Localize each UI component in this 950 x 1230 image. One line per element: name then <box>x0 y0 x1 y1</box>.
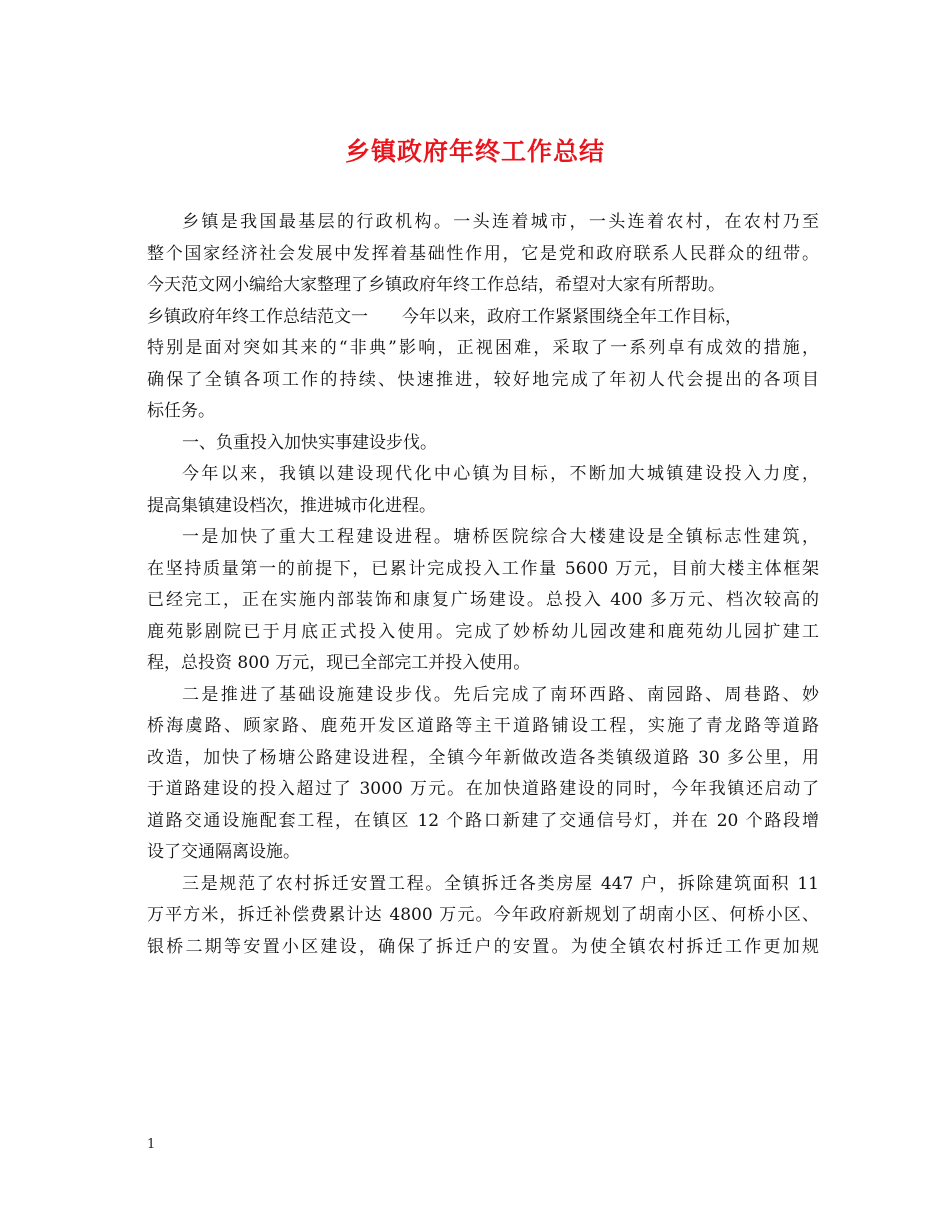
text-line: 桥海虞路、顾家路、鹿苑开发区道路等主干道路铺设工程，实施了青龙路等道路 <box>147 716 819 736</box>
section-heading: 一、负重投入加快实事建设步伐。 <box>182 432 437 453</box>
page-number: 1 <box>147 1137 156 1152</box>
text-line: 三是规范了农村拆迁安置工程。全镇拆迁各类房屋 447 户，拆除建筑面积 11 <box>182 873 819 894</box>
text-line: 提高集镇建设档次，推进城市化进程。 <box>147 495 436 516</box>
text-line: 已经完工，正在实施内部装饰和康复广场建设。总投入 400 多万元、档次较高的 <box>147 590 819 610</box>
text-line: 特别是面对突如其来的“非典”影响，正视困难，采取了一系列卓有成效的措施， <box>147 338 819 358</box>
text-line: 万平方米，拆迁补偿费累计达 4800 万元。今年政府新规划了胡南小区、何桥小区、 <box>147 905 819 925</box>
document-title: 乡镇政府年终工作总结 <box>344 137 605 166</box>
text-line: 在坚持质量第一的前提下，已累计完成投入工作量 5600 万元，目前大楼主体框架 <box>147 558 819 579</box>
document-body <box>147 207 819 963</box>
text-line: 乡镇是我国最基层的行政机构。一头连着城市，一头连着农村，在农村乃至 <box>182 212 819 232</box>
text-line: 程，总投资 800 万元，现已全部完工并投入使用。 <box>147 653 531 673</box>
text-line: 今年以来，我镇以建设现代化中心镇为目标，不断加大城镇建设投入力度， <box>182 464 819 484</box>
text-line: 乡镇政府年终工作总结范文一 今年以来，政府工作紧紧围绕全年工作目标， <box>147 306 742 327</box>
text-line: 今天范文网小编给大家整理了乡镇政府年终工作总结，希望对大家有所帮助。 <box>147 275 725 295</box>
text-line: 鹿苑影剧院已于月底正式投入使用。完成了妙桥幼儿园改建和鹿苑幼儿园扩建工 <box>147 621 819 642</box>
text-line: 改造，加快了杨塘公路建设进程，全镇今年新做改造各类镇级道路 30 多公里，用 <box>147 747 819 768</box>
text-line: 于道路建设的投入超过了 3000 万元。在加快道路建设的同时，今年我镇还启动了 <box>147 779 819 799</box>
text-line: 设了交通隔离设施。 <box>147 842 300 862</box>
text-line: 整个国家经济社会发展中发挥着基础性作用，它是党和政府联系人民群众的纽带。 <box>147 243 819 264</box>
text-line: 确保了全镇各项工作的持续、快速推进，较好地完成了年初人代会提出的各项目 <box>147 369 819 390</box>
text-line: 二是推进了基础设施建设步伐。先后完成了南环西路、南园路、周巷路、妙 <box>182 684 819 705</box>
text-line: 标任务。 <box>147 401 215 421</box>
text-line: 银桥二期等安置小区建设，确保了拆迁户的安置。为使全镇农村拆迁工作更加规 <box>147 936 819 957</box>
text-line: 道路交通设施配套工程，在镇区 12 个路口新建了交通信号灯，并在 20 个路段增 <box>147 810 819 831</box>
text-line: 一是加快了重大工程建设进程。塘桥医院综合大楼建设是全镇标志性建筑， <box>182 527 819 547</box>
